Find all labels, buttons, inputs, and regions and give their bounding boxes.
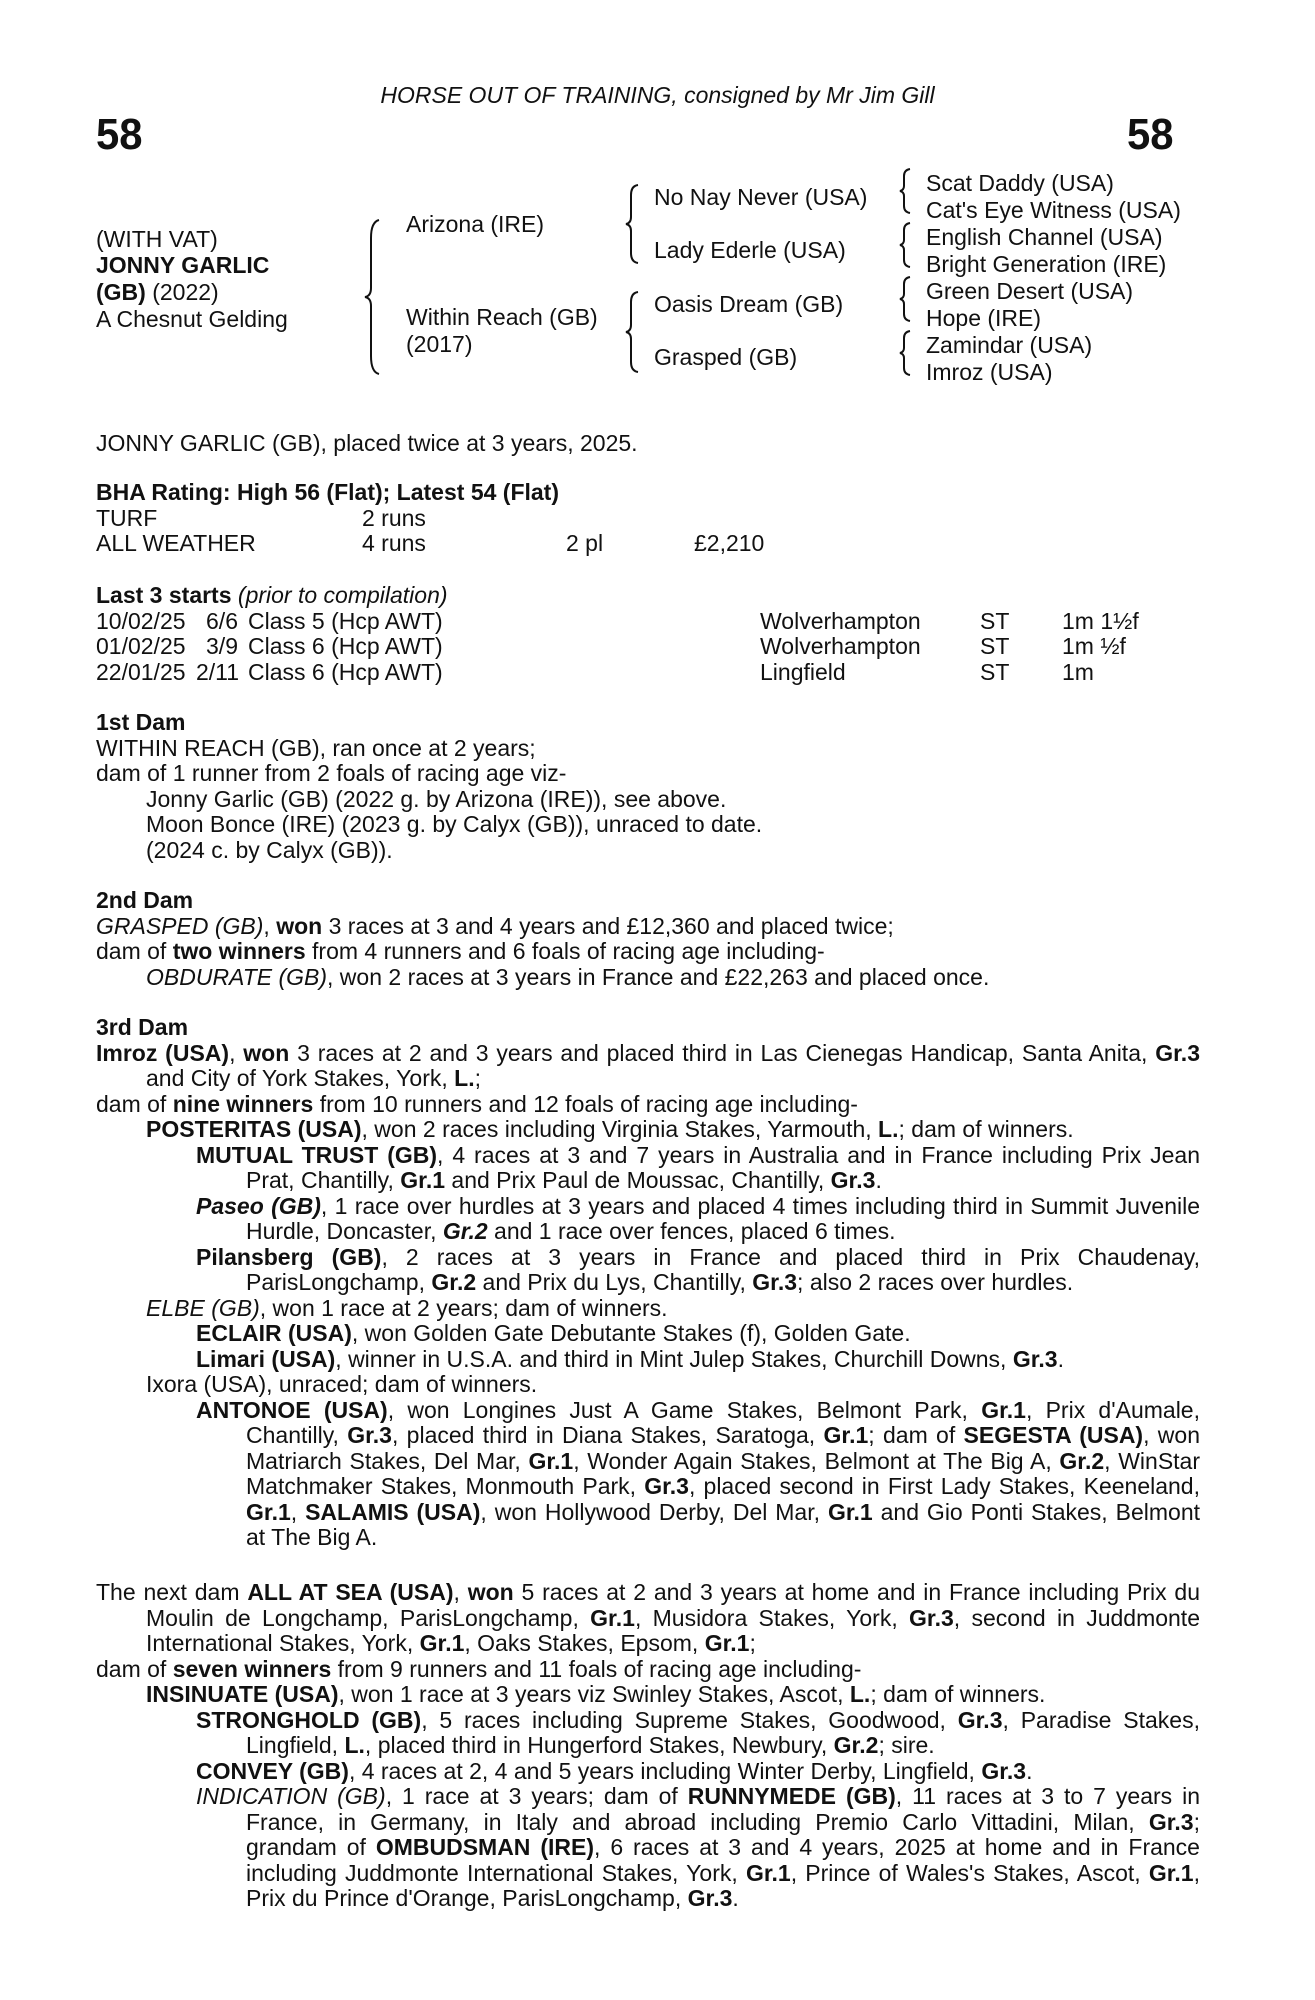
pedigree-brace-g3-2: [898, 221, 914, 269]
text: .: [875, 1167, 882, 1193]
text: , won 1 race at 3 years viz Swinley Stakes, Ascot,: [338, 1681, 850, 1707]
text: , 4 races at 3 and 7 years in Australia and in France including Prix Jean Prat, Chantilly,: [246, 1141, 1200, 1193]
produce-item: [96, 1321, 1200, 1347]
produce-name: RUNNYMEDE (GB): [687, 1783, 896, 1809]
record-text: 3 races at 3 and 4 years and £12,360 and placed twice;: [322, 912, 894, 939]
start-row: [96, 634, 1200, 660]
grade-label: Gr.3: [981, 1757, 1027, 1784]
text: , won Matriarch Stakes, Del Mar,: [246, 1422, 1200, 1474]
pedigree-brace-dam: [624, 290, 642, 374]
grade-label: Gr.3: [1148, 1808, 1194, 1835]
second-dam-heading: 2nd Dam: [96, 887, 194, 913]
start-distance: 1m: [1062, 658, 1094, 685]
lot-number-left: 58: [96, 110, 143, 159]
lot-number-right: 58: [1127, 110, 1174, 159]
pedigree-brace-g3-3: [898, 275, 914, 323]
pedigree-brace-gen1: [363, 218, 383, 376]
text: ; also 2 races over hurdles.: [797, 1269, 1074, 1295]
start-race: Class 6 (Hcp AWT): [248, 658, 443, 685]
text: , 4 races at 2, 4 and 5 years including Winter Derby, Lingfield,: [348, 1757, 982, 1784]
gen3-sire-dam-sire: English Channel (USA): [926, 224, 1163, 250]
grade-label: Gr.3: [347, 1422, 392, 1448]
start-position: 6/6: [206, 607, 238, 634]
text: and City of York Stakes, York,: [146, 1065, 455, 1091]
start-distance: 1m 1½f: [1062, 607, 1139, 634]
runs-count: 4 runs: [362, 530, 426, 556]
bha-rating-heading: BHA Rating: High 56 (Flat); Latest 54 (Flat): [96, 479, 559, 505]
produce-item: [96, 1398, 1200, 1551]
text: , 2 races at 3 years in France and placed third in Prix Chaudenay, ParisLongchamp,: [246, 1243, 1200, 1295]
text: , won 2 races including Virginia Stakes, Yarmouth,: [361, 1116, 879, 1142]
produce-name: STRONGHOLD (GB): [196, 1706, 422, 1733]
start-distance: 1m ½f: [1062, 633, 1126, 659]
grade-label: Gr.1: [400, 1167, 446, 1193]
produce-item: [96, 1347, 1200, 1373]
text: , Paradise Stakes, Lingfield,: [246, 1706, 1200, 1758]
sire-sire: No Nay Never (USA): [654, 184, 868, 210]
text: , Prix d'Aumale, Chantilly,: [246, 1396, 1200, 1448]
start-date: 22/01/25: [96, 658, 186, 685]
text: 5 races at 2 and 3 years at home and in France including Prix du Moulin de Longchamp, ParisLongchamp,: [146, 1579, 1200, 1631]
gen3-dam-sire-sire: Green Desert (USA): [926, 278, 1134, 304]
grade-label: L.: [849, 1681, 871, 1707]
text: dam of: [96, 1090, 173, 1117]
produce-item: Jonny Garlic (GB) (2022 g. by Arizona (IRE)), see above.: [146, 785, 727, 812]
gen3-sire-sire-dam: Cat's Eye Witness (USA): [926, 197, 1181, 223]
grade-label: Gr.3: [1012, 1345, 1058, 1372]
produce-item: [96, 1117, 1200, 1143]
grade-label: L.: [454, 1065, 475, 1091]
grade-label: L.: [878, 1116, 899, 1142]
vat-label: (WITH VAT): [96, 226, 218, 252]
text: dam of: [96, 1655, 173, 1682]
grade-label: Gr.3: [644, 1473, 689, 1499]
text: 3 races at 2 and 3 years and placed third in Las Cienegas Handicap, Santa Anita,: [289, 1039, 1156, 1066]
start-going: ST: [980, 658, 1010, 685]
text: , Prince of Wales's Stakes, Ascot,: [790, 1859, 1149, 1886]
surface-label: ALL WEATHER: [96, 530, 256, 556]
won-label: won: [243, 1039, 290, 1066]
grade-label: Gr.3: [830, 1167, 876, 1193]
grade-label: Gr.1: [246, 1498, 291, 1525]
pedigree-brace-g3-4: [898, 329, 914, 377]
produce-item: [96, 1194, 1200, 1245]
text: and Prix du Lys, Chantilly,: [476, 1269, 753, 1295]
text: ; dam of winners.: [898, 1116, 1074, 1142]
text: .: [1026, 1757, 1033, 1784]
produce-item: [96, 1143, 1200, 1194]
dam-year: (2017): [406, 331, 473, 357]
start-course: Wolverhampton: [760, 633, 921, 659]
pedigree-brace-sire: [624, 183, 642, 265]
grade-label: L.: [344, 1732, 365, 1758]
earnings: [694, 506, 814, 532]
produce-name: SALAMIS (USA): [305, 1498, 481, 1525]
winners-count: seven winners: [172, 1655, 332, 1682]
text: , won Longines Just A Game Stakes, Belmont Park,: [387, 1396, 982, 1423]
produce-item: Moon Bonce (IRE) (2023 g. by Calyx (GB)), unraced to date.: [146, 811, 763, 837]
next-dam-section: [96, 1580, 1200, 1912]
placed-count: [566, 506, 694, 532]
text: dam of: [96, 938, 173, 964]
produce-item: [96, 1759, 1200, 1785]
horse-year: (2022): [152, 279, 219, 305]
text: ;: [474, 1065, 481, 1091]
gen3-sire-sire-sire: Scat Daddy (USA): [926, 170, 1114, 196]
produce-name: Limari (USA): [196, 1345, 336, 1372]
horse-country: (GB): [96, 279, 146, 305]
horse-name: JONNY GARLIC: [96, 252, 270, 278]
start-going: ST: [980, 607, 1010, 634]
produce-name: Pilansberg (GB): [196, 1243, 382, 1270]
grade-label: Gr.3: [687, 1885, 733, 1911]
produce-name: SEGESTA (USA): [963, 1422, 1144, 1448]
produce-name: ANTONOE (USA): [196, 1396, 388, 1423]
last-starts-note: (prior to compilation): [237, 582, 448, 608]
runs-row-all-weather: [96, 531, 1200, 557]
text: The next dam: [96, 1579, 248, 1605]
start-course: Lingfield: [760, 658, 846, 685]
first-dam-record: WITHIN REACH (GB), ran once at 2 years;: [96, 734, 536, 761]
winners-count: nine winners: [172, 1090, 314, 1117]
start-row: [96, 660, 1200, 686]
text: , 5 races including Supreme Stakes, Goodwood,: [421, 1706, 958, 1733]
winners-count: two winners: [172, 938, 306, 964]
text: from 4 runners and 6 foals of racing age including-: [305, 938, 825, 964]
grade-label: Gr.2: [1059, 1447, 1105, 1474]
text: , Oaks Stakes, Epsom,: [464, 1630, 705, 1656]
text: ; dam of winners.: [870, 1681, 1046, 1707]
last-starts-heading: Last 3 starts: [96, 582, 232, 608]
grade-label: Gr.3: [909, 1604, 954, 1631]
grade-label: Gr.3: [1155, 1039, 1200, 1066]
text: .: [1057, 1345, 1064, 1372]
won-label: won: [276, 912, 323, 939]
gen3-dam-dam-dam: Imroz (USA): [926, 359, 1053, 385]
grade-label: Gr.1: [981, 1396, 1026, 1423]
sire: Arizona (IRE): [406, 211, 545, 237]
text: , placed third in Hungerford Stakes, Newbury,: [364, 1732, 834, 1758]
earnings: £2,210: [694, 530, 765, 556]
last-starts-section: [96, 583, 1200, 685]
produce-name: Paseo (GB): [196, 1192, 321, 1219]
produce-name: INDICATION (GB): [196, 1783, 386, 1809]
runs-row-turf: [96, 506, 1200, 532]
grade-label: Gr.3: [957, 1706, 1003, 1733]
grade-label: Gr.1: [823, 1422, 869, 1448]
first-dam-produce-summary: dam of 1 runner from 2 foals of racing age viz-: [96, 760, 567, 786]
dam-dam: Grasped (GB): [654, 344, 798, 370]
grade-label: Gr.2: [833, 1732, 879, 1758]
text: , Prix du Prince d'Orange, ParisLongchamp,: [246, 1859, 1200, 1911]
produce-item: [96, 1296, 1200, 1322]
grade-label: Gr.1: [1148, 1859, 1194, 1886]
text: ; dam of: [868, 1422, 964, 1448]
produce-name: CONVEY (GB): [196, 1757, 349, 1784]
produce-name: ECLAIR (USA): [196, 1320, 352, 1346]
text: , 11 races at 3 to 7 years in France, in Germany, in Italy and abroad including Premio Carlo Vittadini, Milan,: [246, 1783, 1200, 1835]
third-dam-name: Imroz (USA): [96, 1039, 230, 1066]
text: , won 1 race at 2 years; dam of winners.: [259, 1294, 668, 1321]
text: ; grandam of: [246, 1808, 1200, 1860]
grade-label: Gr.1: [419, 1630, 465, 1656]
next-dam-record: The next dam ALL AT SEA (USA), won 5 races at 2 and 3 years at home and in France including Prix du Moulin de Longchamp, ParisLongchamp, Gr.1, Musidora Stakes, York, Gr.3, second in Juddmonte International Stakes, York, Gr.1, Oaks Stakes, Epsom, Gr.1;: [96, 1579, 1200, 1656]
produce-item: [96, 965, 1200, 991]
produce-item: Ixora (USA), unraced; dam of winners.: [146, 1371, 538, 1397]
start-date: 10/02/25: [96, 607, 186, 634]
first-dam-section: [96, 710, 1200, 863]
pedigree-brace-g3-1: [898, 167, 914, 215]
text: , placed second in First Lady Stakes, Keeneland,: [688, 1473, 1200, 1499]
text: , second in Juddmonte International Stakes, York,: [146, 1604, 1200, 1656]
grade-label: Gr.3: [752, 1269, 798, 1295]
start-position: 3/9: [206, 633, 238, 659]
text: , won Golden Gate Debutante Stakes (f), Golden Gate.: [351, 1320, 911, 1346]
start-row: [96, 609, 1200, 635]
second-dam-record: GRASPED (GB), won 3 races at 3 and 4 years and £12,360 and placed twice;: [96, 912, 894, 939]
produce-item: (2024 c. by Calyx (GB)).: [146, 836, 393, 863]
start-race: Class 6 (Hcp AWT): [248, 633, 443, 659]
rating-section: [96, 480, 1200, 557]
text: and 1 race over fences, placed 6 times.: [487, 1218, 896, 1244]
text: ; sire.: [878, 1732, 935, 1758]
start-going: ST: [980, 633, 1010, 659]
produce-name: ELBE (GB): [146, 1294, 260, 1321]
won-label: won: [467, 1579, 514, 1605]
produce-item: [96, 1708, 1200, 1759]
gen3-dam-sire-dam: Hope (IRE): [926, 305, 1042, 331]
produce-record: , won 2 races at 3 years in France and £22,263 and placed once.: [327, 963, 990, 990]
produce-name: MUTUAL TRUST (GB): [196, 1141, 438, 1168]
produce-name: OMBUDSMAN (IRE): [375, 1834, 594, 1860]
start-course: Wolverhampton: [760, 607, 921, 634]
text: ,: [290, 1498, 306, 1525]
next-dam-produce-summary: [96, 1657, 1200, 1683]
next-dam-name: ALL AT SEA (USA): [247, 1579, 454, 1605]
sire-dam: Lady Ederle (USA): [654, 237, 846, 263]
start-race: Class 5 (Hcp AWT): [248, 607, 443, 634]
second-dam-section: [96, 888, 1200, 990]
text: from 9 runners and 11 foals of racing age including-: [331, 1655, 862, 1682]
first-dam-heading: 1st Dam: [96, 709, 186, 735]
grade-label: Gr.2: [431, 1269, 477, 1295]
produce-name: OBDURATE (GB): [146, 963, 328, 990]
produce-item: [96, 1784, 1200, 1912]
gen3-sire-dam-dam: Bright Generation (IRE): [926, 251, 1167, 277]
third-dam-section: [96, 1015, 1200, 1551]
grade-label: Gr.1: [827, 1498, 873, 1525]
grade-label: Gr.2: [442, 1218, 488, 1244]
text: , won Hollywood Derby, Del Mar,: [480, 1498, 828, 1525]
dam-sire: Oasis Dream (GB): [654, 291, 844, 317]
text: , Wonder Again Stakes, Belmont at The Big A,: [573, 1447, 1060, 1474]
grade-label: Gr.1: [528, 1447, 574, 1474]
text: , placed third in Diana Stakes, Saratoga,: [391, 1422, 824, 1448]
start-date: 01/02/25: [96, 633, 186, 659]
horse-origin-year: [96, 279, 219, 306]
text: ;: [749, 1630, 756, 1656]
second-dam-produce-summary: [96, 939, 1200, 965]
page-header-title: HORSE OUT OF TRAINING, consigned by Mr Jim Gill: [380, 82, 935, 108]
start-position: 2/11: [196, 658, 240, 685]
grade-label: Gr.1: [704, 1630, 750, 1656]
text: , 1 race over hurdles at 3 years and placed 4 times including third in Summit Juvenile Hurdle, Doncaster,: [246, 1192, 1200, 1244]
race-summary: JONNY GARLIC (GB), placed twice at 3 years, 2025.: [96, 430, 638, 456]
grade-label: Gr.1: [590, 1604, 635, 1631]
text: from 10 runners and 12 foals of racing age including-: [313, 1090, 858, 1117]
text: , winner in U.S.A. and third in Mint Julep Stakes, Churchill Downs,: [335, 1345, 1013, 1372]
text: , WinStar Matchmaker Stakes, Monmouth Park,: [246, 1447, 1200, 1499]
produce-name: INSINUATE (USA): [146, 1681, 339, 1707]
grade-label: Gr.1: [745, 1859, 791, 1886]
horse-description: A Chesnut Gelding: [96, 306, 288, 332]
last-starts-heading-row: [96, 583, 1200, 609]
second-dam-name: GRASPED (GB): [96, 912, 264, 939]
produce-name: POSTERITAS (USA): [146, 1116, 362, 1142]
text: and Gio Ponti Stakes, Belmont at The Big A.: [246, 1498, 1201, 1550]
gen3-dam-dam-sire: Zamindar (USA): [926, 332, 1093, 358]
dam: Within Reach (GB): [406, 304, 598, 330]
third-dam-heading: 3rd Dam: [96, 1014, 189, 1040]
third-dam-record: Imroz (USA), won 3 races at 2 and 3 years and placed third in Las Cienegas Handicap, Santa Anita, Gr.3 and City of York Stakes, York, L.;: [96, 1039, 1200, 1091]
text: and Prix Paul de Moussac, Chantilly,: [445, 1167, 831, 1193]
text: , Musidora Stakes, York,: [634, 1604, 910, 1631]
third-dam-produce-summary: [96, 1092, 1200, 1118]
text: .: [732, 1885, 739, 1911]
runs-count: 2 runs: [362, 504, 426, 531]
produce-item: [96, 1245, 1200, 1296]
produce-item: [96, 1682, 1200, 1708]
surface-label: TURF: [96, 504, 158, 531]
text: , 6 races at 3 and 4 years, 2025 at home and in France including Juddmonte International Stakes, York,: [246, 1834, 1200, 1886]
text: , 1 race at 3 years; dam of: [385, 1783, 688, 1809]
placed-count: 2 pl: [566, 530, 604, 556]
